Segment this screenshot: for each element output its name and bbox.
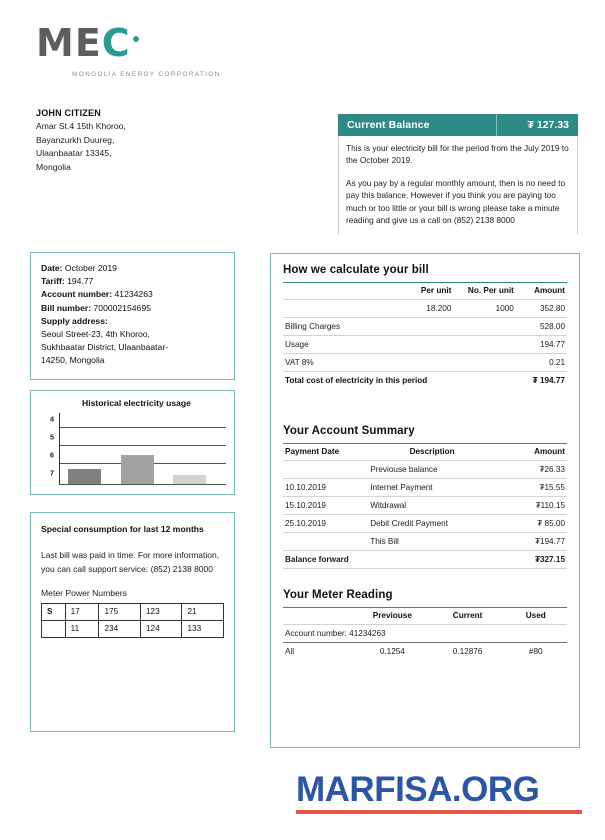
customer-address-line: Mongolia — [36, 161, 71, 172]
column-header-previous: Previouse — [354, 608, 431, 625]
calc-label: Billing Charges — [283, 318, 397, 336]
calc-per-unit — [397, 318, 454, 336]
supply-address-label-row — [41, 315, 224, 328]
meter-cell: 133 — [182, 620, 224, 637]
chart-title: Historical electricity usage — [82, 398, 191, 408]
calc-per-unit: 18.200 — [397, 300, 454, 318]
meter-cell: 11 — [65, 620, 99, 637]
logo-wordmark — [36, 21, 221, 65]
total-amount: ₮ 194.77 — [532, 376, 565, 385]
summary-description: Internet Payment — [368, 479, 496, 497]
meter-cell: 17 — [65, 603, 99, 620]
table-row — [283, 318, 567, 336]
column-header-payment-date: Payment Date — [283, 444, 368, 461]
special-consumption-title: Special consumption for last 12 months — [41, 524, 204, 534]
supply-address-line: 14250, Mongolia — [41, 355, 105, 366]
logo-dot-icon — [133, 36, 139, 42]
summary-description: Previouse balance — [368, 461, 496, 479]
logo-subtitle: MONGOLIA ENERGY CORPORATION — [72, 71, 221, 78]
calc-no-per-unit — [453, 336, 515, 354]
logo-letter-c: C — [101, 21, 131, 65]
table-row — [283, 479, 567, 497]
summary-description: This Bill — [368, 533, 496, 551]
summary-amount: ₮194.77 — [496, 533, 567, 551]
logo-letter-m: M — [36, 21, 75, 65]
meter-cell — [42, 620, 66, 637]
chart-bars — [60, 413, 226, 484]
customer-address-line: Amar St.4 15th Khoroo, — [36, 121, 126, 131]
meter-used: #80 — [528, 647, 543, 656]
calc-amount: 352.80 — [516, 300, 567, 318]
calc-label: Usage — [283, 336, 397, 354]
summary-date: 10.10.2019 — [283, 479, 368, 497]
supply-address-label: Supply address: — [41, 315, 108, 326]
account-summary-table — [283, 443, 567, 569]
table-row — [283, 533, 567, 551]
current-balance-header — [338, 114, 578, 136]
tariff-label: Tariff: — [41, 276, 65, 287]
meter-cell: S — [42, 603, 66, 620]
table-header-row — [283, 608, 567, 625]
meter-cell: 21 — [182, 603, 224, 620]
chart-area — [41, 413, 228, 485]
meter-cell: 124 — [140, 620, 182, 637]
y-tick-label: 6 — [49, 450, 54, 460]
current-balance-amount: ₮ 127.33 — [527, 119, 569, 131]
balance-paragraph-period: This is your electricity bill for the period from the July 2019 to the October 2019. — [346, 143, 569, 166]
summary-description: Debit Credit Payment — [368, 515, 496, 533]
y-tick-label: 5 — [49, 432, 54, 442]
meter-account-number: Account number: 41234263 — [283, 625, 567, 643]
chart-bar-slot — [68, 469, 121, 484]
meter-power-numbers-table — [41, 603, 224, 638]
company-logo — [36, 21, 221, 78]
supply-address-line: Sukhbaatar District, Ulaanbaatar- — [41, 342, 169, 353]
summary-date — [283, 461, 368, 479]
chart-bar — [68, 469, 101, 484]
supply-address-line: Seoul Street-23, 4th Khoroo, — [41, 329, 150, 340]
summary-date: 25.10.2019 — [283, 515, 368, 533]
chart-bar-slot — [121, 455, 174, 484]
column-header-blank — [283, 283, 397, 300]
column-header-amount: Amount — [496, 444, 567, 461]
customer-address-line: Ulaanbaatar 13345, — [36, 148, 112, 158]
summary-amount: ₮15.55 — [496, 479, 567, 497]
table-row — [283, 625, 567, 643]
calc-per-unit — [397, 354, 454, 372]
calc-amount: 528.00 — [516, 318, 567, 336]
column-header-amount: Amount — [516, 283, 567, 300]
tariff-row — [41, 275, 224, 288]
meter-previous: 0.1254 — [379, 647, 405, 656]
calculate-table — [283, 282, 567, 389]
balance-forward-amount: ₮327.15 — [496, 551, 567, 569]
calc-label — [283, 300, 397, 318]
bill-date-label: Date: — [41, 263, 63, 273]
table-row — [283, 461, 567, 479]
chart-bar — [173, 475, 206, 484]
section-spacer — [283, 389, 567, 425]
total-label: Total cost of electricity in this period — [285, 376, 428, 385]
meter-cell: 123 — [140, 603, 182, 620]
column-header-per-unit: Per unit — [397, 283, 454, 300]
bill-breakdown-panel — [270, 253, 580, 748]
summary-amount: ₮26.33 — [496, 461, 567, 479]
chart-bar-slot — [173, 475, 226, 484]
summary-amount: ₮ 85.00 — [496, 515, 567, 533]
account-number-row — [41, 288, 224, 301]
historical-usage-chart-box — [30, 390, 235, 495]
calculate-section-title: How we calculate your bill — [283, 264, 429, 276]
table-row — [283, 300, 567, 318]
meter-cell: 234 — [99, 620, 141, 637]
bill-number-row — [41, 302, 224, 315]
special-consumption-box — [30, 512, 235, 732]
summary-date: 15.10.2019 — [283, 497, 368, 515]
calc-no-per-unit — [453, 354, 515, 372]
calc-no-per-unit — [453, 318, 515, 336]
chart-bar — [121, 455, 154, 484]
calc-amount: 0.21 — [516, 354, 567, 372]
account-number-value: 41234263 — [114, 289, 153, 300]
watermark-text: MARFISA.ORG — [296, 770, 540, 809]
watermark — [296, 772, 582, 814]
meter-current: 0.12876 — [452, 647, 483, 656]
bill-date-row — [41, 262, 224, 275]
summary-amount: ₮110.15 — [496, 497, 567, 515]
chart-plot — [59, 413, 226, 485]
meter-row-label: All — [285, 647, 295, 656]
column-header-blank — [283, 608, 354, 625]
balance-forward-row — [283, 551, 567, 569]
meter-cell: 175 — [99, 603, 141, 620]
calc-per-unit — [397, 336, 454, 354]
meter-reading-title: Your Meter Reading — [283, 589, 393, 601]
bill-details-box — [30, 252, 235, 380]
table-row — [283, 497, 567, 515]
meter-reading-table — [283, 607, 567, 660]
column-header-no-per-unit: No. Per unit — [453, 283, 515, 300]
tariff-value: 194.77 — [67, 276, 94, 287]
calc-no-per-unit: 1000 — [453, 300, 515, 318]
chart-baseline — [60, 484, 226, 485]
bill-number-label: Bill number: — [41, 302, 92, 313]
table-row — [283, 354, 567, 372]
y-tick-label: 7 — [49, 468, 54, 478]
column-header-current: Current — [431, 608, 505, 625]
table-row — [42, 620, 224, 637]
section-spacer — [283, 569, 567, 589]
customer-address-block — [36, 108, 236, 174]
customer-address-line: Bayanzurkh Duureg, — [36, 134, 115, 145]
balance-paragraph-notice: As you pay by a regular monthly amount, then is no need to pay this balance. However if you think you are paying too much or too little or your bill is wrong please take a minute reading and give us a call on (852) 2138 8000 — [346, 177, 566, 226]
balance-forward-label: Balance forward — [283, 551, 496, 569]
customer-name: JOHN CITIZEN — [36, 108, 101, 118]
account-summary-title: Your Account Summary — [283, 425, 415, 437]
bill-number-value: 700002154695 — [93, 302, 151, 313]
y-tick-label: 4 — [49, 414, 54, 424]
table-header-row — [283, 444, 567, 461]
current-balance-label: Current Balance — [347, 119, 430, 131]
watermark-underline — [296, 810, 582, 814]
summary-date — [283, 533, 368, 551]
table-row — [283, 336, 567, 354]
current-balance-body — [338, 136, 578, 235]
current-balance-panel — [338, 114, 578, 235]
table-row — [283, 643, 567, 661]
bill-date-value: October 2019 — [64, 263, 117, 273]
calc-label: VAT 8% — [283, 354, 397, 372]
account-number-label: Account number: — [41, 289, 113, 300]
table-row — [283, 515, 567, 533]
logo-letter-e: E — [74, 21, 102, 65]
chart-y-axis — [41, 413, 57, 485]
header-divider — [496, 114, 497, 136]
column-header-description: Description — [368, 444, 496, 461]
summary-description: Witdrawal — [368, 497, 496, 515]
calc-amount: 194.77 — [516, 336, 567, 354]
table-row — [42, 603, 224, 620]
special-consumption-text: Last bill was paid in time. For more information, you can call support service: (852) 2138 8000 — [41, 549, 220, 574]
table-header-row — [283, 283, 567, 300]
column-header-used: Used — [505, 608, 568, 625]
meter-power-numbers-title: Meter Power Numbers — [41, 587, 127, 598]
calculate-total-row — [283, 372, 567, 390]
